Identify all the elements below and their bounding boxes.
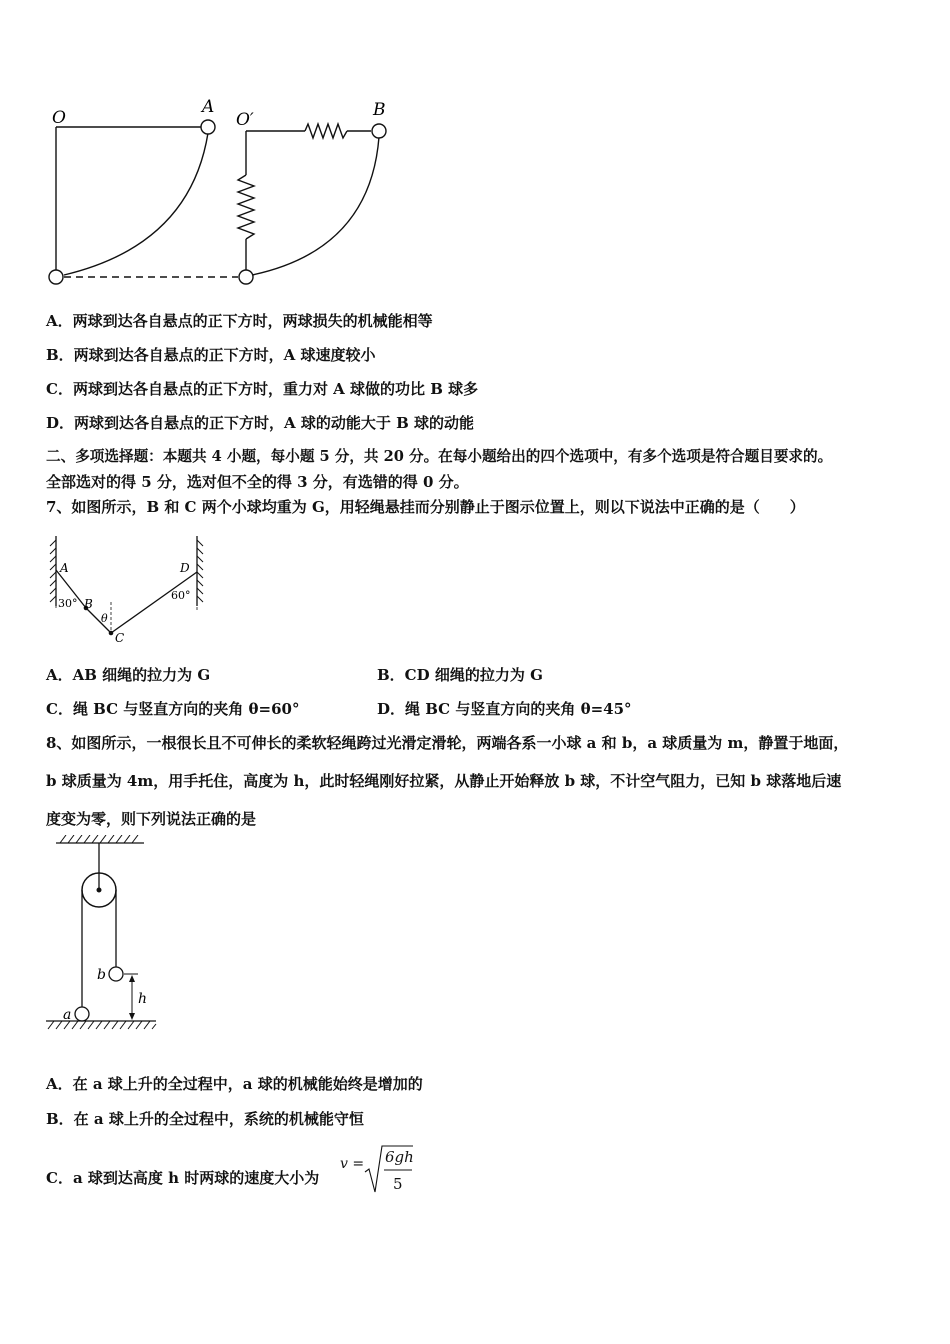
label-b: B xyxy=(373,100,386,120)
q7-option-a: A．AB 细绳的拉力为 G xyxy=(46,666,211,684)
q8-label-a: a xyxy=(63,1007,72,1023)
section-2-heading: 二、多项选择题：本题共 4 小题，每小题 5 分，共 20 分。在每小题给出的四个选项中，有多个选项是符合题目要求的。 xyxy=(46,448,833,465)
label-o: O xyxy=(52,108,66,128)
q7-option-b: B．CD 细绳的拉力为 G xyxy=(377,666,543,684)
q7-label-theta: θ xyxy=(101,612,108,625)
formula-numerator: 6gh xyxy=(385,1148,414,1166)
section-2-heading-cont: 全部选对的得 5 分，选对但不全的得 3 分，有选错的得 0 分。 xyxy=(46,473,469,491)
spring-horizontal xyxy=(305,124,347,138)
formula-lhs: v = xyxy=(340,1156,365,1172)
q6-option-a: A．两球到达各自悬点的正下方时，两球损失的机械能相等 xyxy=(46,312,433,330)
ball-a-start xyxy=(201,120,215,134)
q7-option-d: D．绳 BC 与竖直方向的夹角 θ=45° xyxy=(377,700,632,718)
q8-option-c: C．a 球到达高度 h 时两球的速度大小为 xyxy=(46,1169,320,1187)
q6-option-c: C．两球到达各自悬点的正下方时，重力对 A 球做的功比 B 球多 xyxy=(46,380,479,398)
q8-stem-line3: 度变为零，则下列说法正确的是 xyxy=(46,810,257,828)
q7-label-c: C xyxy=(115,631,125,645)
q7-angle-60: 60° xyxy=(171,589,191,602)
q7-label-b: B xyxy=(84,597,93,611)
q7-option-c: C．绳 BC 与竖直方向的夹角 θ=60° xyxy=(46,700,300,718)
ball-b-start xyxy=(372,124,386,138)
q8-option-a: A．在 a 球上升的全过程中，a 球的机械能始终是增加的 xyxy=(46,1075,423,1093)
ball-a xyxy=(75,1007,89,1021)
figure-q8-pulley xyxy=(40,835,170,1045)
q8-label-b: b xyxy=(97,967,106,983)
ball-b xyxy=(109,967,123,981)
formula-denominator: 5 xyxy=(393,1175,403,1193)
label-o-prime: O′ xyxy=(236,110,254,130)
label-a: A xyxy=(202,97,215,117)
q7-label-d: D xyxy=(180,561,190,575)
q8-option-b: B．在 a 球上升的全过程中，系统的机械能守恒 xyxy=(46,1110,364,1128)
q8-stem-line1: 8、如图所示，一根很长且不可伸长的柔软轻绳跨过光滑定滑轮，两端各系一小球 a 和 b，a 球质量为 m，静置于地面， xyxy=(46,734,849,752)
figure-pendulum-spring xyxy=(40,95,400,295)
q8-formula xyxy=(340,1144,420,1196)
q7-angle-30: 30° xyxy=(58,597,78,610)
q6-option-b: B．两球到达各自悬点的正下方时，A 球速度较小 xyxy=(46,346,376,364)
q7-label-a: A xyxy=(60,561,69,575)
figure-q7-ropes xyxy=(40,530,220,650)
q7-stem: 7、如图所示，B 和 C 两个小球均重为 G，用轻绳悬挂而分别静止于图示位置上，则以下说法中正确的是（ ） xyxy=(46,498,805,516)
spring-vertical xyxy=(238,175,254,239)
ball-b-end xyxy=(239,270,253,284)
q8-stem-line2: b 球质量为 4m，用手托住，高度为 h，此时轻绳刚好拉紧，从静止开始释放 b 球，不计空气阻力，已知 b 球落地后速 xyxy=(46,772,842,790)
ball-a-end xyxy=(49,270,63,284)
q6-option-d: D．两球到达各自悬点的正下方时，A 球的动能大于 B 球的动能 xyxy=(46,414,474,432)
q8-label-h: h xyxy=(138,991,148,1007)
